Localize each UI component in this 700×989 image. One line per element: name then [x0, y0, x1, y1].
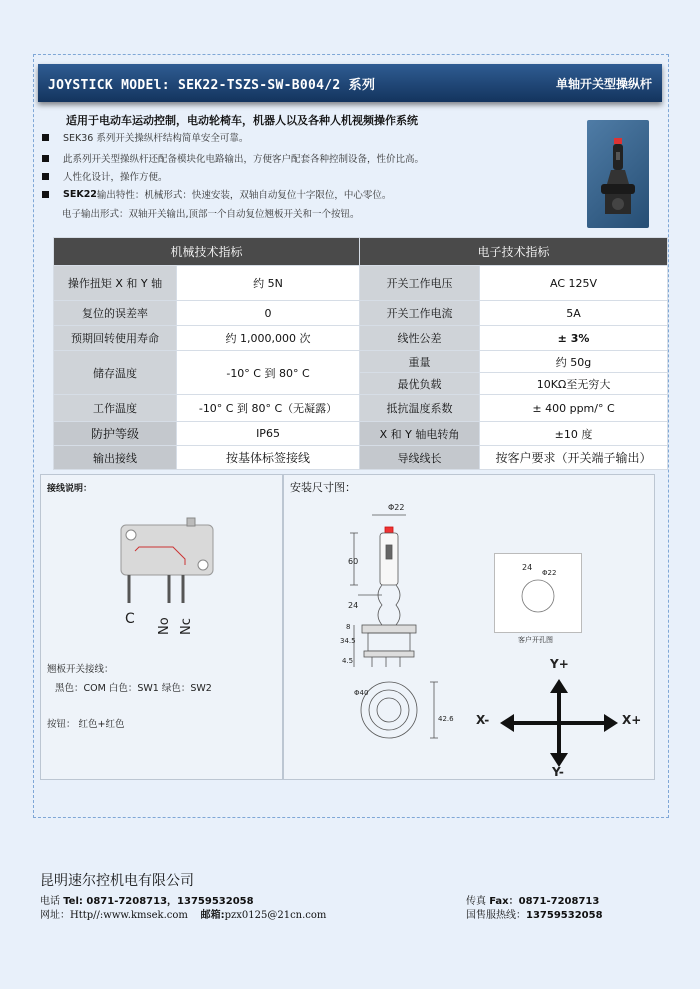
elec-value: 按客户要求（开关端子输出） [480, 446, 668, 470]
company-name: 昆明速尔控机电有限公司 [40, 873, 194, 889]
dim-top-diameter: Φ22 [388, 503, 405, 512]
elec-label: 线性公差 [360, 326, 480, 351]
pin-nc: Nc [179, 618, 194, 635]
fax-line: 传真 Fax：0871-7208713 [466, 896, 600, 907]
button-wiring: 按钮： 红色+红色 [47, 719, 125, 730]
elec-label: 导线线长 [360, 446, 480, 470]
elec-label: 抵抗温度系数 [360, 395, 480, 422]
joystick-dimension-drawing [324, 495, 474, 775]
elec-label: 最优负载 [360, 373, 480, 395]
axis-y-plus: Y+ [550, 657, 569, 671]
title-banner [38, 64, 662, 102]
elec-value: ± 400 ppm/° C [480, 395, 668, 422]
bullet-5: 电子输出形式：双轴开关输出,顶部一个自动复位翘板开关和一个按钮。 [62, 209, 360, 220]
mounting-hole-box [494, 553, 582, 633]
elec-value: 10KΩ至无穷大 [480, 373, 668, 395]
application-subtitle: 适用于电动车运动控制，电动轮椅车，机器人以及各种人机视频操作系统 [66, 114, 418, 127]
bullet-4: SEK22 输出特性：机械形式：快速安装，双轴自动复位十字限位，中心零位。 [42, 187, 391, 201]
bullet-1: SEK36 系列开关操纵杆结构简单安全可靠。 [42, 130, 248, 144]
hole-24: 24 [522, 563, 533, 572]
dim-34-5: 34.5 [340, 637, 356, 645]
mech-value: 按基体标签接线 [177, 446, 360, 470]
bullet-square-icon [42, 155, 49, 162]
mech-value: -10° C 到 80° C [177, 351, 360, 395]
elec-value: 约 50g [480, 351, 668, 373]
mech-label: 输出接线 [54, 446, 177, 470]
rocker-colors: 黑色：COM 白色：SW1 绿色：SW2 [55, 683, 212, 694]
wiring-title: 接线说明： [47, 484, 93, 494]
dim-8: 8 [346, 623, 351, 631]
hole-diameter: Φ22 [542, 569, 557, 577]
mech-value: IP65 [177, 422, 360, 446]
dim-4-5: 4.5 [342, 657, 354, 665]
bullet-square-icon [42, 134, 49, 141]
elec-value: 5A [480, 301, 668, 326]
spec-table [53, 237, 668, 470]
mech-label: 预期回转使用寿命 [54, 326, 177, 351]
bullet-square-icon [42, 191, 49, 198]
mech-label: 复位的误差率 [54, 301, 177, 326]
bullet-square-icon [42, 173, 49, 180]
bullet-2: 此系列开关型操纵杆还配备模块化电路输出，方便客户配套各种控制设备，性价比高。 [42, 151, 424, 165]
bullet-3: 人性化设计，操作方便。 [42, 169, 168, 183]
elec-label: 开关工作电流 [360, 301, 480, 326]
elec-label: 开关工作电压 [360, 266, 480, 301]
axis-y-minus: Y- [552, 765, 564, 779]
mech-label: 工作温度 [54, 395, 177, 422]
joystick-photo [587, 120, 649, 228]
elec-label: 重量 [360, 351, 480, 373]
dim-60: 60 [348, 557, 359, 566]
axis-x-minus: X- [476, 713, 490, 727]
wiring-panel [40, 474, 283, 780]
elec-label: X 和 Y 轴电转角 [360, 422, 480, 446]
web-line: 网址：Http//:www.kmsek.com 邮箱:pzx0125@21cn.com [40, 910, 327, 921]
dims-title: 安装尺寸图： [290, 481, 356, 494]
axis-x-plus: X+ [622, 713, 642, 727]
axis-direction-diagram [494, 671, 624, 775]
elec-value: ± 3% [480, 326, 668, 351]
mech-value: -10° C 到 80° C（无凝露） [177, 395, 360, 422]
mech-value: 0 [177, 301, 360, 326]
microswitch-diagram [111, 513, 251, 613]
dimensions-panel [283, 474, 655, 780]
dim-42-6: 42.6 [438, 715, 454, 723]
mech-header: 机械技术指标 [54, 238, 360, 266]
elec-value: AC 125V [480, 266, 668, 301]
hole-caption: 客户开孔图 [518, 636, 553, 644]
mech-label: 操作扭矩 X 和 Y 轴 [54, 266, 177, 301]
rocker-title: 翘板开关接线： [47, 664, 114, 675]
phone-line: 电话 Tel: 0871-7208713，13759532058 [40, 896, 254, 907]
model-title: JOYSTICK MODEl: SEK22-TSZS-SW-B004/2 系列 [48, 77, 376, 93]
mech-label: 储存温度 [54, 351, 177, 395]
mech-value: 约 5N [177, 266, 360, 301]
mech-label: 防护等级 [54, 422, 177, 446]
pin-c: C [125, 611, 135, 627]
pin-no: No [157, 617, 172, 635]
elec-value: ±10 度 [480, 422, 668, 446]
dim-24: 24 [348, 601, 359, 610]
dim-40: Φ40 [354, 689, 369, 697]
hotline-line: 国售服热线：13759532058 [466, 910, 603, 921]
elec-header: 电子技术指标 [360, 238, 668, 266]
product-type: 单轴开关型操纵杆 [555, 76, 652, 91]
mech-value: 约 1,000,000 次 [177, 326, 360, 351]
